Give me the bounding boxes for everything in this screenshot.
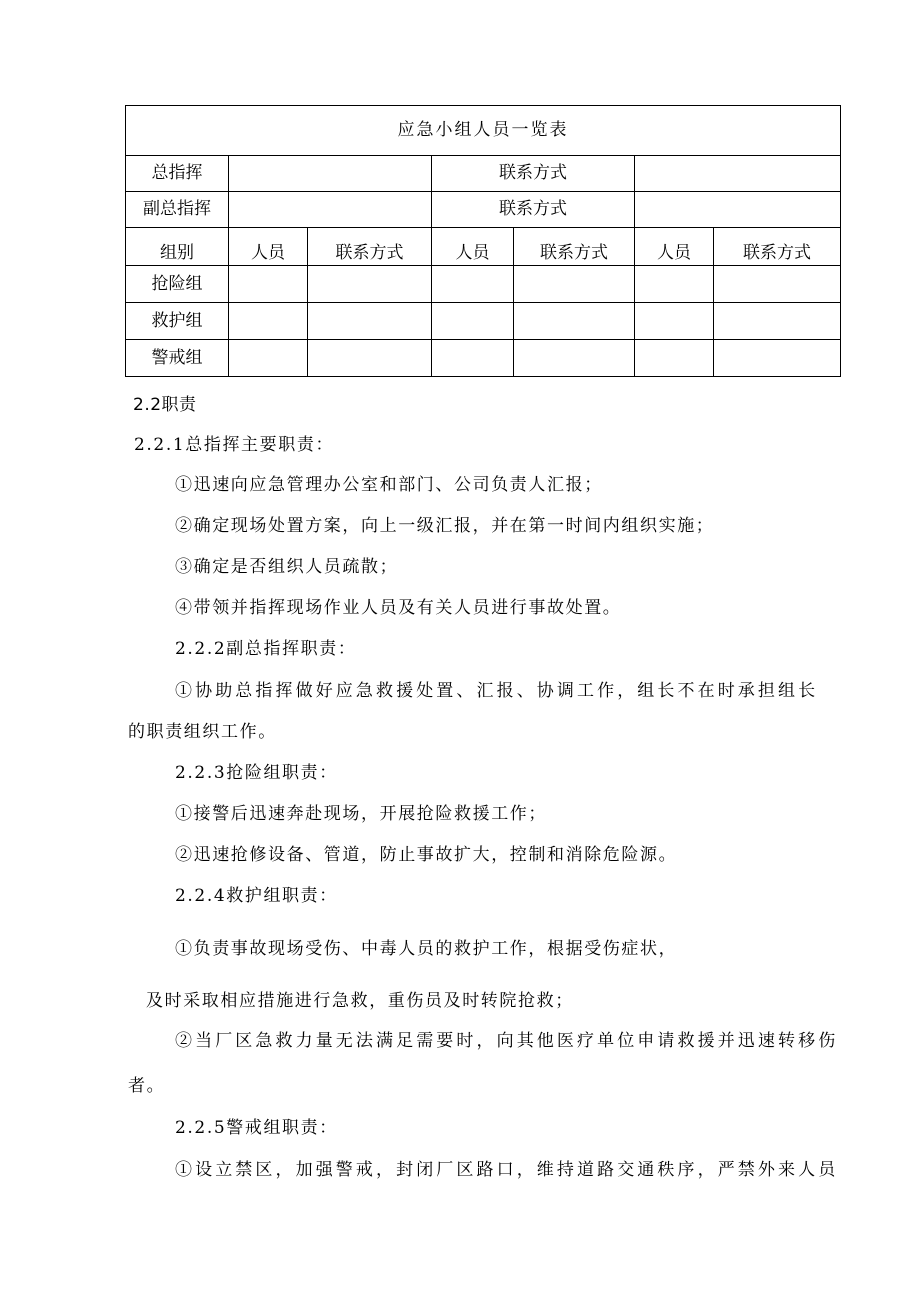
column-header-row bbox=[126, 228, 841, 266]
group-name: 救护组 bbox=[126, 303, 229, 340]
empty-cell bbox=[229, 340, 308, 377]
empty-cell bbox=[635, 303, 714, 340]
commander-contact-cell bbox=[635, 156, 841, 192]
subsection-heading: 2.2.5警戒组职责： bbox=[175, 1118, 338, 1138]
table-row bbox=[126, 340, 841, 377]
paragraph-line: 者。 bbox=[128, 1076, 166, 1096]
subsection-heading: 2.2.1总指挥主要职责： bbox=[134, 435, 335, 455]
paragraph-line: ①迅速向应急管理办公室和部门、公司负责人汇报； bbox=[175, 475, 603, 495]
empty-cell bbox=[714, 266, 841, 303]
paragraph-line: ③确定是否组织人员疏散； bbox=[175, 557, 399, 577]
deputy-contact-cell bbox=[635, 192, 841, 228]
column-header: 联系方式 bbox=[714, 228, 841, 266]
paragraph-line: 的职责组织工作。 bbox=[128, 722, 277, 742]
column-header: 组别 bbox=[126, 228, 229, 266]
empty-cell bbox=[514, 340, 635, 377]
group-name: 警戒组 bbox=[126, 340, 229, 377]
commander-label: 总指挥 bbox=[126, 156, 229, 192]
deputy-row bbox=[126, 192, 841, 228]
deputy-name-cell bbox=[229, 192, 432, 228]
empty-cell bbox=[308, 303, 432, 340]
empty-cell bbox=[514, 266, 635, 303]
column-header: 人员 bbox=[432, 228, 514, 266]
paragraph-line: ①设立禁区，加强警戒，封闭厂区路口，维持道路交通秩序，严禁外来人员 bbox=[175, 1160, 839, 1180]
emergency-team-roster-table bbox=[125, 105, 841, 377]
column-header: 人员 bbox=[229, 228, 308, 266]
column-header: 联系方式 bbox=[308, 228, 432, 266]
commander-name-cell bbox=[229, 156, 432, 192]
paragraph-line: ②确定现场处置方案，向上一级汇报，并在第一时间内组织实施； bbox=[175, 516, 715, 536]
table-row bbox=[126, 266, 841, 303]
subsection-heading: 2.2.2副总指挥职责： bbox=[175, 639, 357, 659]
subsection-heading: 2.2.3抢险组职责： bbox=[175, 763, 338, 783]
column-header: 联系方式 bbox=[514, 228, 635, 266]
paragraph-line: ①协助总指挥做好应急救援处置、汇报、协调工作，组长不在时承担组长 bbox=[175, 681, 819, 701]
group-name: 抢险组 bbox=[126, 266, 229, 303]
empty-cell bbox=[229, 303, 308, 340]
empty-cell bbox=[514, 303, 635, 340]
paragraph-line: ②当厂区急救力量无法满足需要时，向其他医疗单位申请救援并迅速转移伤 bbox=[175, 1031, 839, 1051]
empty-cell bbox=[432, 340, 514, 377]
table-title: 应急小组人员一览表 bbox=[126, 106, 841, 156]
section-heading: 2.2职责 bbox=[133, 395, 197, 415]
paragraph-line: ④带领并指挥现场作业人员及有关人员进行事故处置。 bbox=[175, 598, 622, 618]
empty-cell bbox=[635, 266, 714, 303]
paragraph-line: ①接警后迅速奔赴现场，开展抢险救援工作； bbox=[175, 804, 547, 824]
empty-cell bbox=[308, 266, 432, 303]
deputy-contact-label: 联系方式 bbox=[432, 192, 635, 228]
paragraph-line: ①负责事故现场受伤、中毒人员的救护工作，根据受伤症状， bbox=[175, 939, 678, 959]
commander-row bbox=[126, 156, 841, 192]
empty-cell bbox=[432, 266, 514, 303]
paragraph-line: 及时采取相应措施进行急救，重伤员及时转院抢救； bbox=[146, 991, 574, 1011]
column-header: 人员 bbox=[635, 228, 714, 266]
empty-cell bbox=[229, 266, 308, 303]
empty-cell bbox=[308, 340, 432, 377]
empty-cell bbox=[714, 303, 841, 340]
empty-cell bbox=[714, 340, 841, 377]
deputy-label: 副总指挥 bbox=[126, 192, 229, 228]
empty-cell bbox=[635, 340, 714, 377]
commander-contact-label: 联系方式 bbox=[432, 156, 635, 192]
empty-cell bbox=[432, 303, 514, 340]
paragraph-line: ②迅速抢修设备、管道，防止事故扩大，控制和消除危险源。 bbox=[175, 845, 678, 865]
table-row bbox=[126, 303, 841, 340]
subsection-heading: 2.2.4救护组职责： bbox=[175, 886, 338, 906]
